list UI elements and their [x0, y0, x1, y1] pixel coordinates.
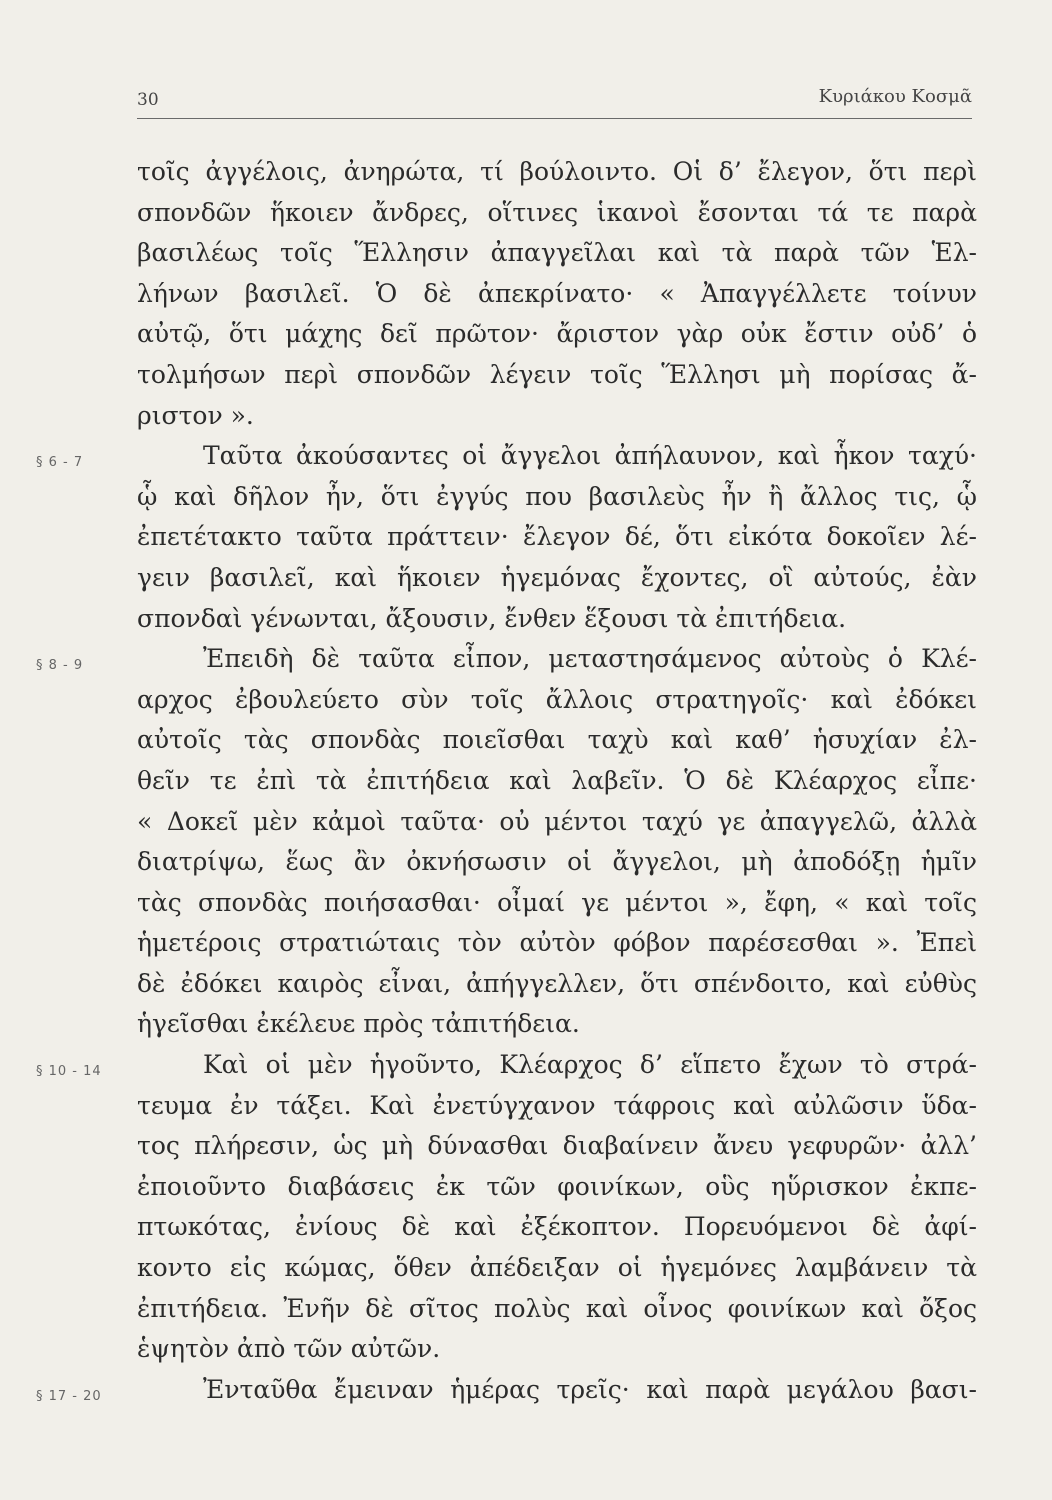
page-header: [137, 78, 972, 119]
text-line: γειν βασιλεῖ, καὶ ἥκοιεν ἡγεμόνας ἔχοντες, οἳ αὐτούς, ἐὰν: [137, 562, 977, 592]
text-line: ἡμετέροις στρατιώταις τὸν αὐτὸν φόβον παρέσεσθαι ». Ἐπεὶ: [137, 928, 977, 958]
text-line: σπονδαὶ γένωνται, ἄξουσιν, ἔνθεν ἕξουσι τὰ ἐπιτήδεια.: [137, 603, 847, 633]
text-line: ριστον ».: [137, 400, 254, 430]
text-line: τὰς σπονδὰς ποιήσασθαι· οἶμαί γε μέντοι », ἔφη, « καὶ τοῖς: [137, 887, 977, 917]
text-line: αὐτοῖς τὰς σπονδὰς ποιεῖσθαι ταχὺ καὶ καθ’ ἡσυχίαν ἐλ-: [137, 725, 977, 755]
text-line: « Δοκεῖ μὲν κἀμοὶ ταῦτα· οὐ μέντοι ταχύ γε ἀπαγγελῶ, ἀλλὰ: [137, 806, 977, 836]
text-line: δὲ ἐδόκει καιρὸς εἶναι, ἀπήγγελλεν, ὅτι σπένδοιτο, καὶ εὐθὺς: [137, 968, 977, 998]
text-line: Ταῦτα ἀκούσαντες οἱ ἄγγελοι ἀπήλαυνον, καὶ ἧκον ταχύ·: [203, 441, 977, 471]
text-line: αὐτῷ, ὅτι μάχης δεῖ πρῶτον· ἄριστον γὰρ οὐκ ἔστιν οὐδ’ ὁ: [137, 319, 977, 349]
section-marker: § 6 - 7: [36, 455, 84, 470]
text-line: πτωκότας, ἐνίους δὲ καὶ ἐξέκοπτον. Πορευόμενοι δὲ ἀφί-: [137, 1212, 977, 1242]
text-line: ἐπιτήδεια. Ἐνῆν δὲ σῖτος πολὺς καὶ οἶνος φοινίκων καὶ ὄξος: [137, 1293, 977, 1323]
running-head: Κυριάκου Κοσμᾶ: [818, 86, 972, 107]
text-line: ἐποιοῦντο διαβάσεις ἐκ τῶν φοινίκων, οὓς ηὕρισκον ἐκπε-: [137, 1171, 977, 1201]
section-marker: § 10 - 14: [36, 1064, 102, 1079]
text-line: Ἐνταῦθα ἔμειναν ἡμέρας τρεῖς· καὶ παρὰ μεγάλου βασι-: [203, 1374, 977, 1404]
page-number: 30: [137, 90, 159, 110]
section-marker: § 8 - 9: [36, 658, 84, 673]
text-line: αρχος ἐβουλεύετο σὺν τοῖς ἄλλοις στρατηγοῖς· καὶ ἐδόκει: [137, 684, 977, 714]
text-line: τος πλήρεσιν, ὡς μὴ δύνασθαι διαβαίνειν ἄνευ γεφυρῶν· ἀλλ’: [137, 1131, 977, 1161]
text-line: κοντο εἰς κώμας, ὅθεν ἀπέδειξαν οἱ ἡγεμόνες λαμβάνειν τὰ: [137, 1253, 977, 1283]
body-text: [137, 152, 977, 1410]
text-line: θεῖν τε ἐπὶ τὰ ἐπιτήδεια καὶ λαβεῖν. Ὁ δὲ Κλέαρχος εἶπε·: [137, 765, 977, 795]
text-line: ἐπετέτακτο ταῦτα πράττειν· ἔλεγον δέ, ὅτι εἰκότα δοκοῖεν λέ-: [137, 522, 977, 552]
text-line: τολμήσων περὶ σπονδῶν λέγειν τοῖς Ἕλλησι μὴ πορίσας ἄ-: [137, 359, 977, 389]
text-line: σπονδῶν ἥκοιεν ἄνδρες, οἵτινες ἱκανοὶ ἔσονται τά τε παρὰ: [137, 197, 977, 227]
text-line: βασιλέως τοῖς Ἕλλησιν ἀπαγγεῖλαι καὶ τὰ παρὰ τῶν Ἑλ-: [137, 238, 977, 268]
text-line: Καὶ οἱ μὲν ἡγοῦντο, Κλέαρχος δ’ εἵπετο ἔχων τὸ στρά-: [203, 1050, 977, 1080]
text-line: τευμα ἐν τάξει. Καὶ ἐνετύγχανον τάφροις καὶ αὐλῶσιν ὕδα-: [137, 1090, 977, 1120]
text-line: λήνων βασιλεῖ. Ὁ δὲ ἀπεκρίνατο· « Ἀπαγγέλλετε τοίνυν: [137, 278, 977, 308]
text-line: ἑψητὸν ἀπὸ τῶν αὐτῶν.: [137, 1334, 441, 1364]
text-line: ᾧ καὶ δῆλον ἦν, ὅτι ἐγγύς που βασιλεὺς ἦν ἢ ἄλλος τις, ᾧ: [137, 481, 977, 511]
text-line: διατρίψω, ἕως ἂν ὀκνήσωσιν οἱ ἄγγελοι, μὴ ἀποδόξῃ ἡμῖν: [137, 847, 977, 877]
text-line: Ἐπειδὴ δὲ ταῦτα εἶπον, μεταστησάμενος αὐτοὺς ὁ Κλέ-: [203, 644, 977, 674]
section-marker: § 17 - 20: [36, 1389, 102, 1404]
text-line: τοῖς ἀγγέλοις, ἀνηρώτα, τί βούλοιντο. Οἱ δ’ ἔλεγον, ὅτι περὶ: [137, 157, 977, 186]
text-line: ἡγεῖσθαι ἐκέλευε πρὸς τἀπιτήδεια.: [137, 1009, 580, 1039]
